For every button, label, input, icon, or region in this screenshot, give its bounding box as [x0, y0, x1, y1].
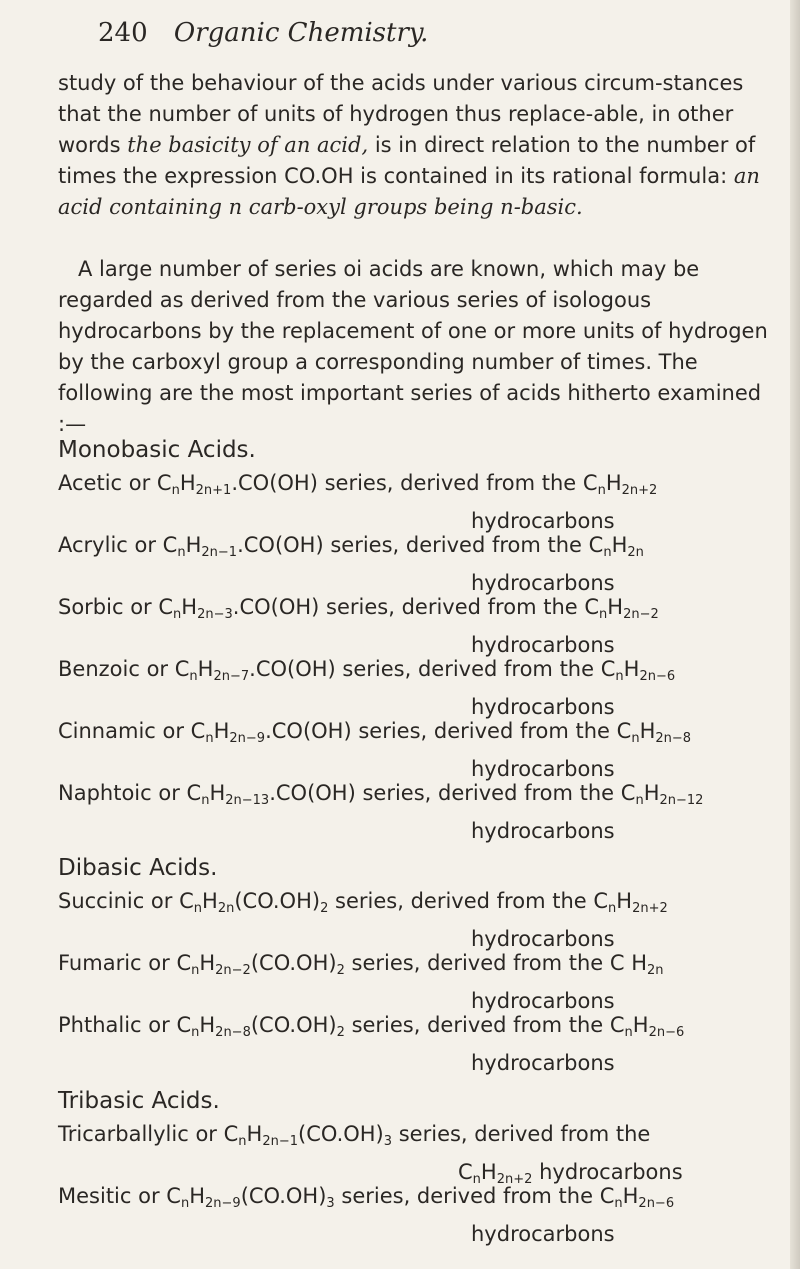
acid-formula: $C_nH_{2n-8}(CO.OH)_2$: [176, 1013, 345, 1040]
series-text: series, derived from the: [398, 1122, 651, 1146]
acid-entry: [58, 654, 780, 723]
acid-entry: [58, 716, 780, 785]
series-text: series, derived from the: [342, 657, 595, 681]
acid-formula: $C_nH_{2n-1}(CO.OH)_3$: [223, 1122, 393, 1149]
heading-monobasic: Monobasic Acids.: [58, 437, 256, 463]
hydrocarbons-text: hydrocarbons: [471, 989, 615, 1013]
acid-formula: $C_nH_{2n-1}.CO(OH)$: [162, 533, 324, 560]
parent-formula: $C_nH_{2n-6}$: [600, 657, 676, 684]
series-text: series, derived from the: [324, 471, 577, 495]
acid-name: Fumaric or: [58, 951, 170, 975]
parent-formula: $C_nH_{2n-6}$: [599, 1184, 675, 1211]
acid-name: Acrylic or: [58, 533, 156, 557]
parent-formula: $C_nH_{2n}$: [588, 533, 644, 560]
series-text: series, derived from the: [358, 719, 610, 743]
hydrocarbons-text: hydrocarbons: [471, 571, 615, 595]
acid-formula: $C_nH_{2n-13}.CO(OH)$: [186, 781, 356, 808]
parent-formula: $C_nH_{2n+2}$: [582, 471, 658, 498]
series-text: series, derived from the: [351, 1013, 604, 1037]
hydrocarbons-text: hydrocarbons: [471, 927, 615, 951]
series-text: series, derived from the: [362, 781, 615, 805]
parent-formula: $C_nH_{2n-6}$: [609, 1013, 685, 1040]
page-edge: [790, 0, 800, 1269]
acid-name: Tricarballylic or: [58, 1122, 217, 1146]
parent-formula: $C_nH_{2n+2}$: [458, 1160, 533, 1187]
running-title: Organic Chemistry.: [173, 18, 429, 48]
acid-entry: [58, 1010, 780, 1079]
parent-formula: $C_nH_{2n-2}$: [584, 595, 659, 622]
acid-entry: [58, 948, 780, 1017]
acid-name: Succinic or: [58, 889, 173, 913]
parent-formula: $C_nH_{2n-8}$: [616, 719, 692, 746]
acid-formula: $C_nH_{2n+1}.CO(OH)$: [156, 471, 318, 498]
acid-formula: $C_nH_{2n-9}(CO.OH)_3$: [166, 1184, 335, 1211]
page-number: 240: [98, 18, 148, 48]
series-text: series, derived from the: [330, 533, 582, 557]
acid-entry: [58, 886, 780, 955]
parent-formula: $C_nH_{2n+2}$: [593, 889, 668, 916]
hydrocarbons-text: hydrocarbons: [539, 1160, 683, 1184]
series-paragraph: A large number of series oi acids are known, which may be regarded as derived from the various series of isologous hydrocarbons by the replacement of one or more units of hydrogen by the carboxyl group a corresponding number of times. The following are the most important series of acids hitherto examined :—: [58, 257, 768, 436]
hydrocarbons-text: hydrocarbons: [471, 757, 615, 781]
acid-entry: [58, 1181, 780, 1250]
acid-formula: $C_nH_{2n-9}.CO(OH)$: [190, 719, 352, 746]
acid-entry: [58, 592, 780, 661]
acid-formula: $C_nH_{2n}(CO.OH)_2$: [179, 889, 329, 916]
acid-formula: $C_nH_{2n-7}.CO(OH)$: [174, 657, 336, 684]
acid-name: Benzoic or: [58, 657, 169, 681]
acid-name: Naphtoic or: [58, 781, 180, 805]
intro-text-b: is in direct relation to the number of times the expression CO.OH is contained in its rational formula:: [58, 133, 756, 188]
acid-formula: $C_nH_{2n-3}.CO(OH)$: [158, 595, 320, 622]
acid-entry: [58, 778, 780, 847]
parent-formula: C $H_{2n}$: [609, 951, 664, 978]
parent-formula: $C_nH_{2n-12}$: [620, 781, 704, 808]
acid-name: Sorbic or: [58, 595, 152, 619]
series-text: series, derived from the: [351, 951, 604, 975]
acid-name: Mesitic or: [58, 1184, 160, 1208]
intro-paragraph: [58, 68, 770, 223]
acid-formula: $C_nH_{2n-2}(CO.OH)_2$: [176, 951, 345, 978]
heading-tribasic: Tribasic Acids.: [58, 1088, 220, 1114]
intro-italic-b: an acid containing n carb-oxyl groups being n-basic.: [58, 164, 760, 219]
series-text: series, derived from the: [335, 889, 587, 913]
series-text: series, derived from the: [341, 1184, 594, 1208]
series-text: series, derived from the: [326, 595, 578, 619]
page-header: [98, 18, 428, 48]
acid-name: Phthalic or: [58, 1013, 170, 1037]
acid-entry: [58, 468, 780, 537]
acid-entry: [58, 530, 780, 599]
hydrocarbons-text: hydrocarbons: [471, 509, 615, 533]
intro-italic-a: the basicity of an acid,: [127, 133, 369, 157]
acid-name: Acetic or: [58, 471, 151, 495]
hydrocarbons-text: hydrocarbons: [471, 1051, 615, 1075]
hydrocarbons-text: hydrocarbons: [471, 819, 615, 843]
intro-text-a: study of the behaviour of the acids under various circum-stances that the number of units of hydrogen thus replace-able, in other words: [58, 71, 744, 157]
hydrocarbons-text: hydrocarbons: [471, 633, 615, 657]
hydrocarbons-text: hydrocarbons: [471, 1222, 615, 1246]
acid-name: Cinnamic or: [58, 719, 184, 743]
heading-dibasic: Dibasic Acids.: [58, 855, 218, 881]
hydrocarbons-text: hydrocarbons: [471, 695, 615, 719]
